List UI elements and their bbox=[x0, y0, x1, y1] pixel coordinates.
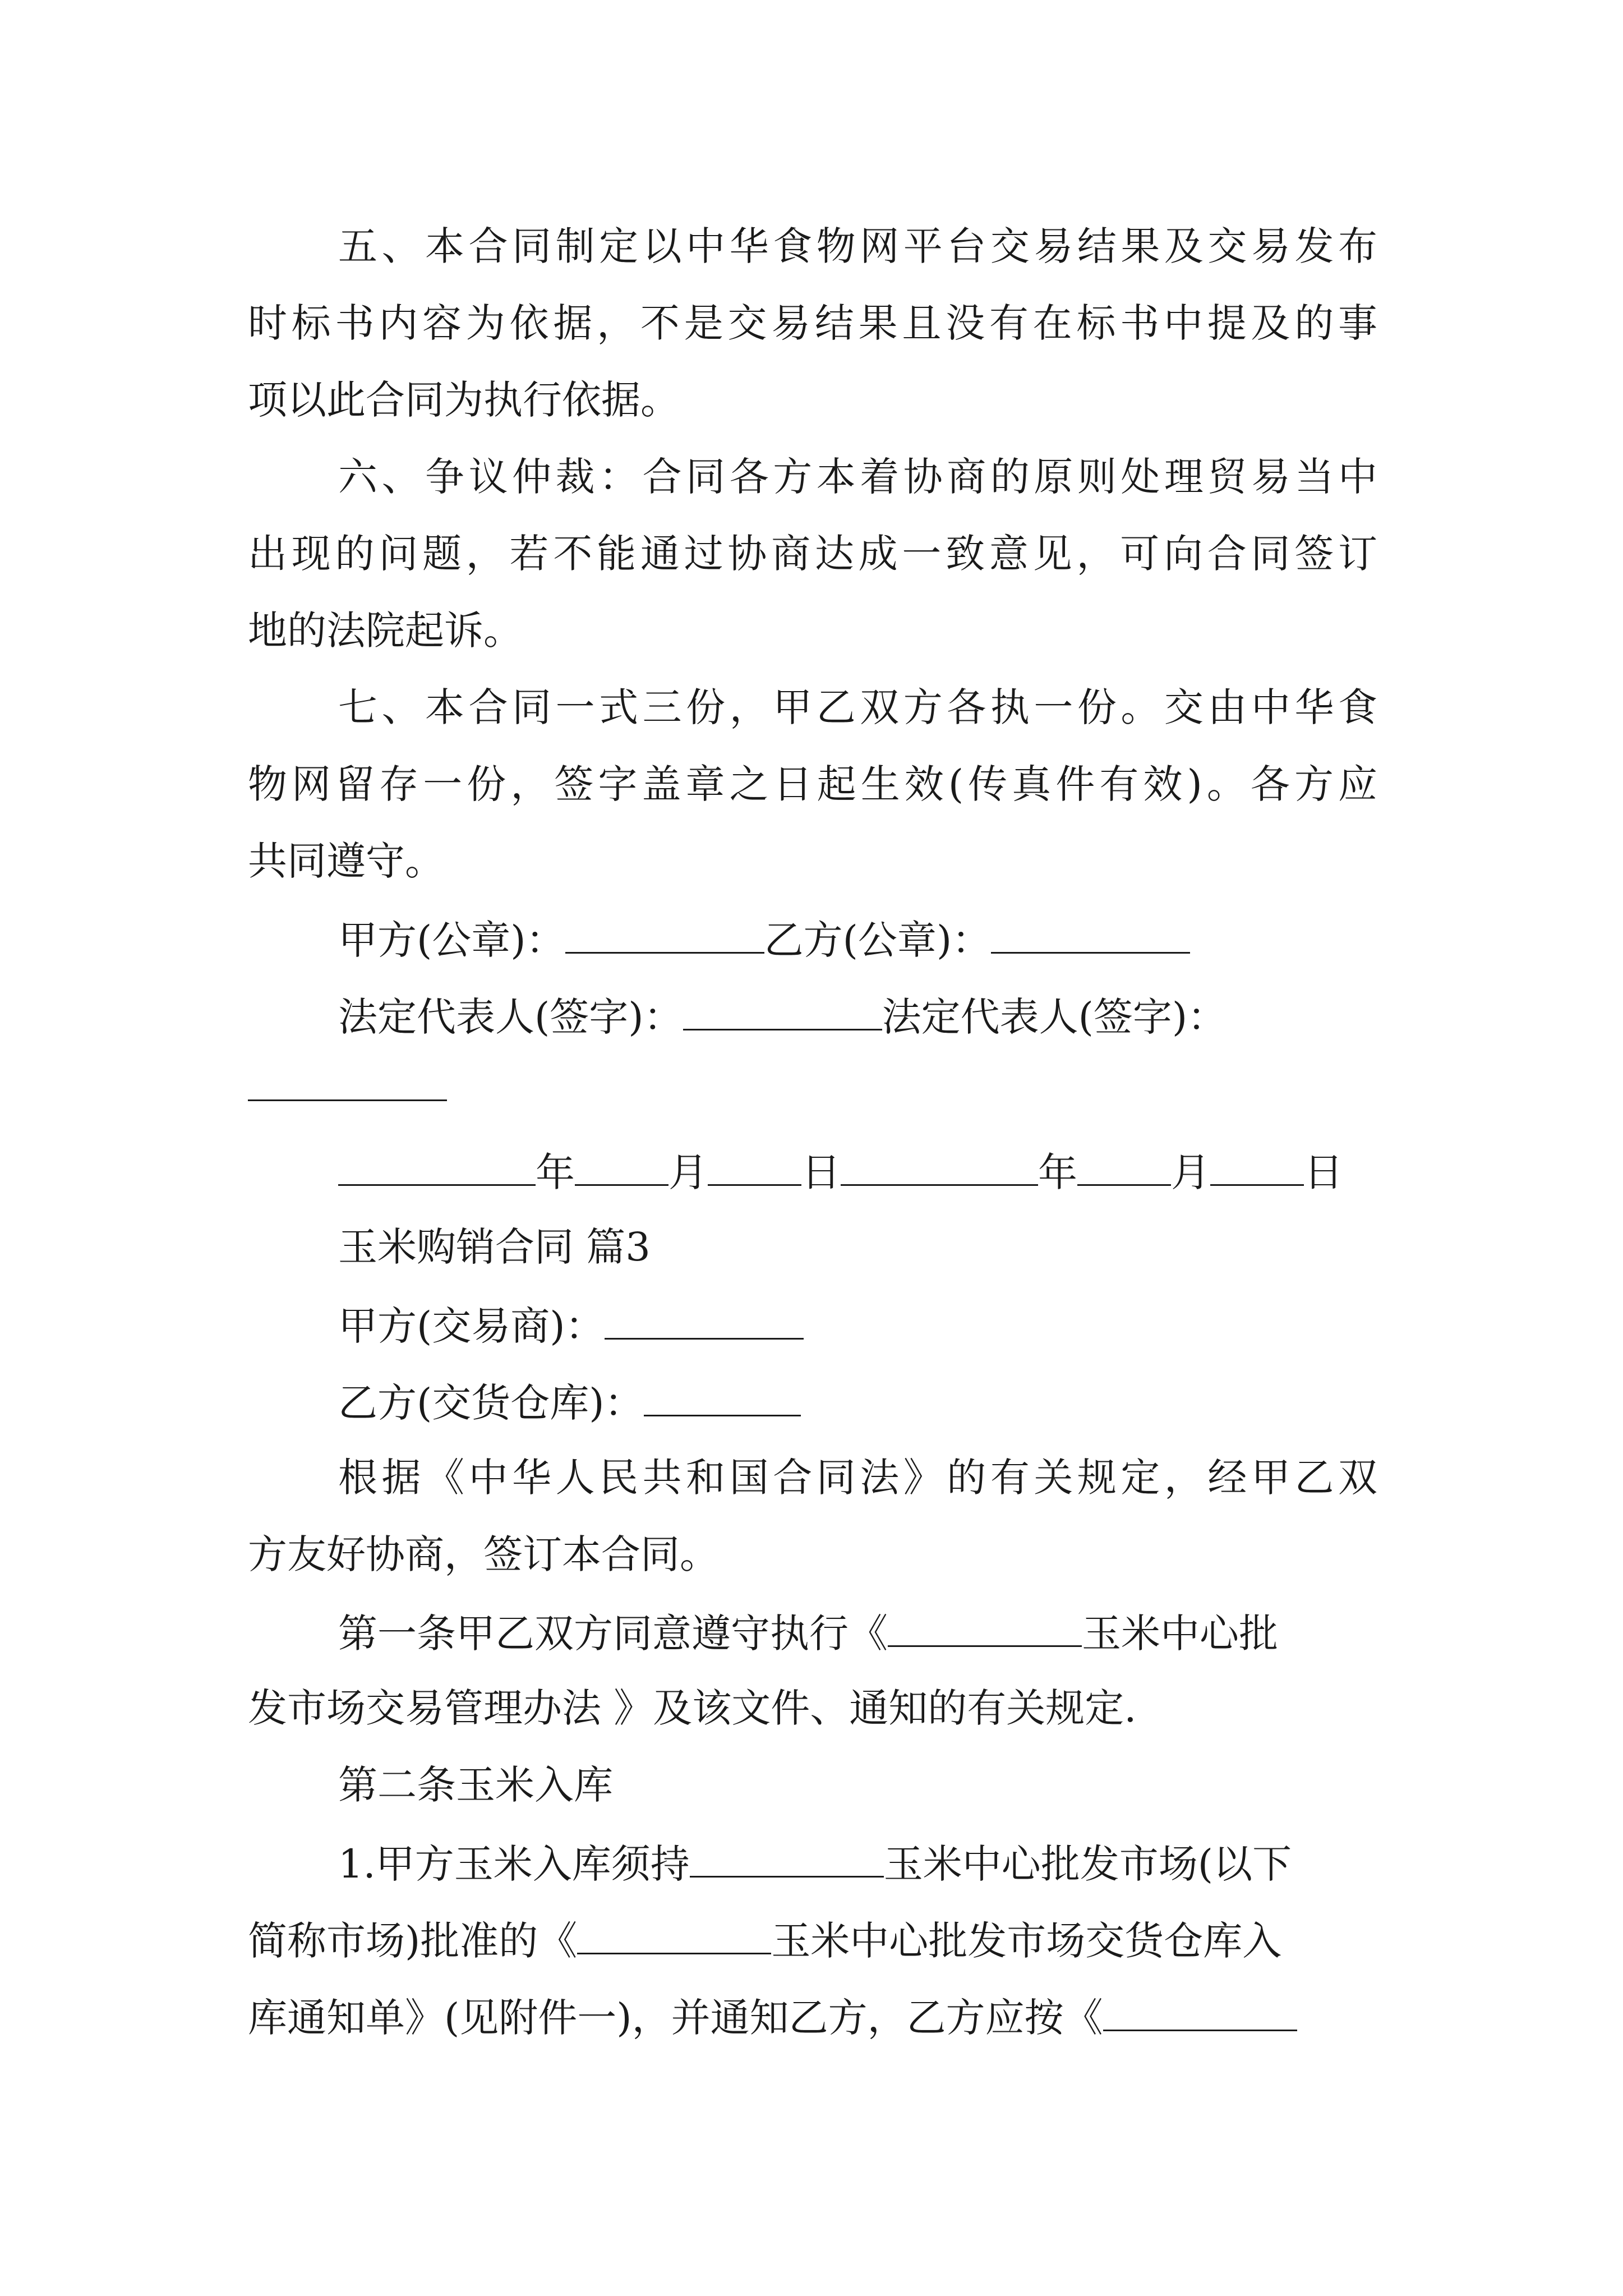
date-a-day-blank[interactable] bbox=[708, 1145, 801, 1186]
date-a-year-blank[interactable] bbox=[338, 1145, 536, 1186]
article2-title: 第二条玉米入库 bbox=[338, 1762, 613, 1808]
party-b-blank[interactable] bbox=[644, 1375, 801, 1416]
date-a-month-label: 月 bbox=[668, 1149, 708, 1195]
date-b-day-label: 日 bbox=[1304, 1149, 1343, 1195]
date-b-month-blank[interactable] bbox=[1077, 1145, 1171, 1186]
article1-blank[interactable] bbox=[888, 1606, 1082, 1647]
intro-line1: 根据《中华人民共和国合同法》的有关规定，经甲乙双 bbox=[338, 1455, 1377, 1501]
section-title: 玉米购销合同 篇3 bbox=[338, 1224, 651, 1270]
article1-line2: 发市场交易管理办法 》及该文件、通知的有关规定. bbox=[248, 1685, 1137, 1731]
item1-blank3[interactable] bbox=[1103, 1990, 1297, 2031]
para5-line3: 项以此合同为执行依据。 bbox=[248, 377, 680, 423]
legal-rep-a-blank[interactable] bbox=[683, 990, 882, 1030]
party-a-blank[interactable] bbox=[605, 1299, 804, 1340]
para7-line3: 共同遵守。 bbox=[248, 838, 444, 884]
item1-blank1[interactable] bbox=[690, 1837, 884, 1878]
para6-line2: 出现的问题，若不能通过协商达成一致意见，可向合同签订 bbox=[248, 531, 1377, 577]
legal-rep-a-label: 法定代表人(签字)： bbox=[338, 994, 683, 1040]
party-a-line bbox=[338, 1299, 804, 1349]
item1-blank2[interactable] bbox=[577, 1913, 771, 1954]
date-a-year-label: 年 bbox=[536, 1149, 575, 1195]
seal-line bbox=[338, 913, 1190, 963]
party-b-seal-label: 乙方(公章)： bbox=[764, 917, 992, 963]
date-b-day-blank[interactable] bbox=[1210, 1145, 1304, 1186]
party-a-seal-blank[interactable] bbox=[565, 913, 764, 954]
item1-line3: 库通知单》(见附件一)，并通知乙方，乙方应按《 bbox=[248, 1990, 1297, 2041]
para7-line1: 七、本合同一式三份，甲乙双方各执一份。交由中华食 bbox=[338, 684, 1377, 730]
para7-line2: 物网留存一份，签字盖章之日起生效(传真件有效)。各方应 bbox=[248, 761, 1377, 807]
party-b-line bbox=[338, 1375, 801, 1426]
para6-line1: 六、争议仲裁：合同各方本着协商的原则处理贸易当中 bbox=[338, 454, 1377, 500]
date-a-day-label: 日 bbox=[801, 1149, 841, 1195]
date-line bbox=[338, 1145, 1343, 1195]
date-b-year-label: 年 bbox=[1038, 1149, 1077, 1195]
item1-line1: 1.甲方玉米入库须持 玉米中心批发市场(以下 bbox=[338, 1837, 1292, 1887]
legal-rep-b-label: 法定代表人(签字)： bbox=[882, 994, 1227, 1040]
para6-line3: 地的法院起诉。 bbox=[248, 608, 523, 654]
date-a-month-blank[interactable] bbox=[575, 1145, 668, 1186]
date-b-year-blank[interactable] bbox=[841, 1145, 1038, 1186]
party-a-label: 甲方(交易商)： bbox=[338, 1303, 605, 1349]
para5-line1: 五、本合同制定以中华食物网平台交易结果及交易发布 bbox=[338, 223, 1377, 269]
legal-rep-line bbox=[338, 990, 1227, 1040]
party-a-seal-label: 甲方(公章)： bbox=[338, 917, 565, 963]
item1-line2: 简称市场)批准的《 玉米中心批发市场交货仓库入 bbox=[248, 1913, 1281, 1964]
intro-line2: 方友好协商，签订本合同。 bbox=[248, 1531, 719, 1577]
para5-line2: 时标书内容为依据，不是交易结果且没有在标书中提及的事 bbox=[248, 300, 1377, 346]
party-b-seal-blank[interactable] bbox=[991, 913, 1190, 954]
party-b-label: 乙方(交货仓库)： bbox=[338, 1380, 644, 1426]
date-b-month-label: 月 bbox=[1171, 1149, 1210, 1195]
legal-rep-b-blank[interactable] bbox=[248, 1099, 447, 1101]
article1-line1: 第一条甲乙双方同意遵守执行《 玉米中心批 bbox=[338, 1606, 1278, 1657]
